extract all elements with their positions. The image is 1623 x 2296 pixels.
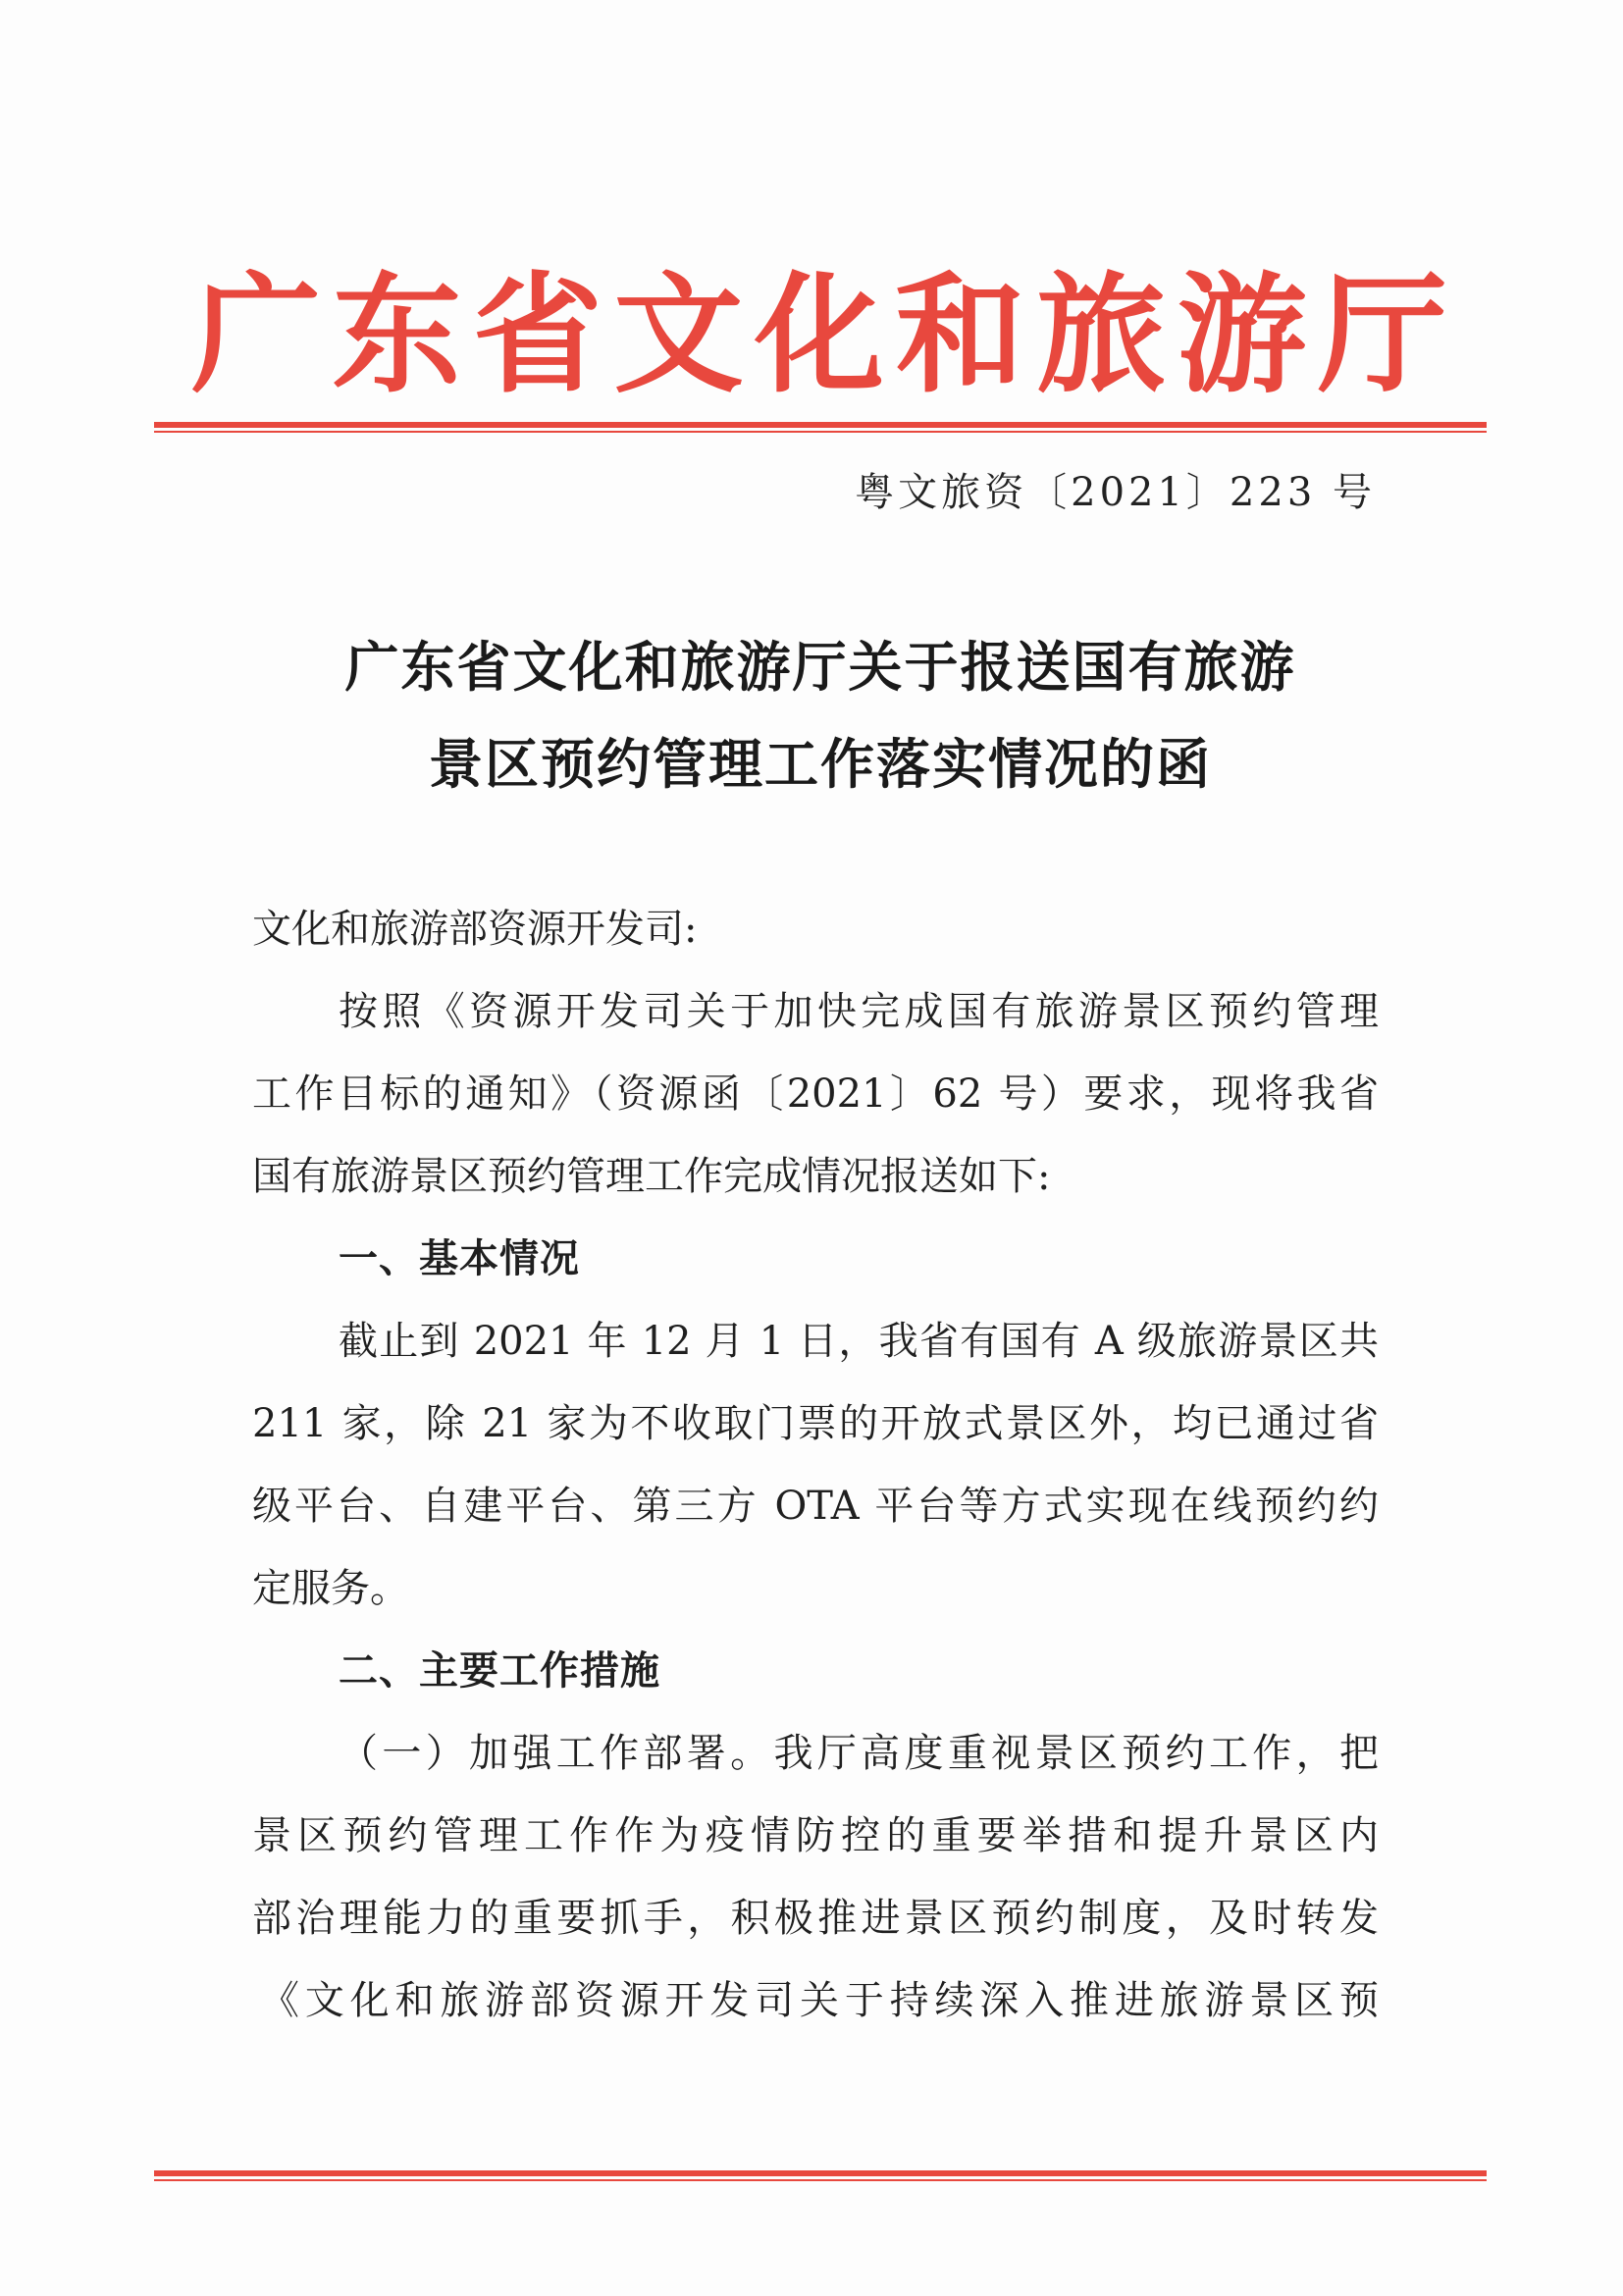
divider-thick-line — [154, 2170, 1487, 2176]
body-line: （一）加强工作部署。我厅高度重视景区预约工作，把 — [339, 1731, 1379, 1776]
footer-divider — [154, 2170, 1487, 2182]
body-line: 国有旅游景区预约管理工作完成情况报送如下: — [252, 1154, 1051, 1199]
masthead-char: 和 — [895, 259, 1025, 411]
document-body — [252, 888, 1379, 2042]
document-title-line-1: 广东省文化和旅游厅关于报送国有旅游 — [344, 636, 1296, 699]
masthead-char: 广 — [191, 259, 321, 411]
section-heading-measures: 二、主要工作措施 — [339, 1648, 660, 1694]
masthead-char: 化 — [755, 259, 884, 411]
body-line: 工作目标的通知》（资源函〔2021〕62 号）要求，现将我省 — [252, 1071, 1379, 1117]
body-line: 定服务。 — [252, 1566, 409, 1611]
document-number: 粤文旅资〔2021〕223 号 — [855, 470, 1376, 515]
masthead-title — [191, 257, 1447, 414]
masthead-char: 东 — [332, 259, 462, 411]
body-line: 级平台、自建平台、第三方 OTA 平台等方式实现在线预约约 — [252, 1484, 1379, 1529]
body-line: 部治理能力的重要抓手，积极推进景区预约制度，及时转发 — [252, 1896, 1379, 1941]
masthead-char: 厅 — [1318, 259, 1447, 411]
masthead-divider — [154, 422, 1487, 434]
body-line: 按照《资源开发司关于加快完成国有旅游景区预约管理 — [339, 989, 1379, 1034]
salutation: 文化和旅游部资源开发司: — [252, 907, 698, 952]
masthead-char: 游 — [1177, 259, 1307, 411]
document-title-line-2: 景区预约管理工作落实情况的函 — [428, 733, 1212, 796]
body-line: 截止到 2021 年 12 月 1 日，我省有国有 A 级旅游景区共 — [339, 1319, 1379, 1364]
masthead-char: 文 — [613, 259, 744, 411]
divider-thin-line — [154, 2179, 1487, 2181]
body-line: 景区预约管理工作作为疫情防控的重要举措和提升景区内 — [252, 1813, 1379, 1858]
masthead-char: 旅 — [1036, 259, 1166, 411]
divider-thick-line — [154, 422, 1487, 428]
divider-thin-line — [154, 431, 1487, 433]
section-heading-basic: 一、基本情况 — [339, 1236, 580, 1281]
masthead-char: 省 — [473, 259, 602, 411]
body-line: 《文化和旅游部资源开发司关于持续深入推进旅游景区预 — [260, 1978, 1379, 2023]
body-line: 211 家，除 21 家为不收取门票的开放式景区外，均已通过省 — [252, 1401, 1379, 1446]
